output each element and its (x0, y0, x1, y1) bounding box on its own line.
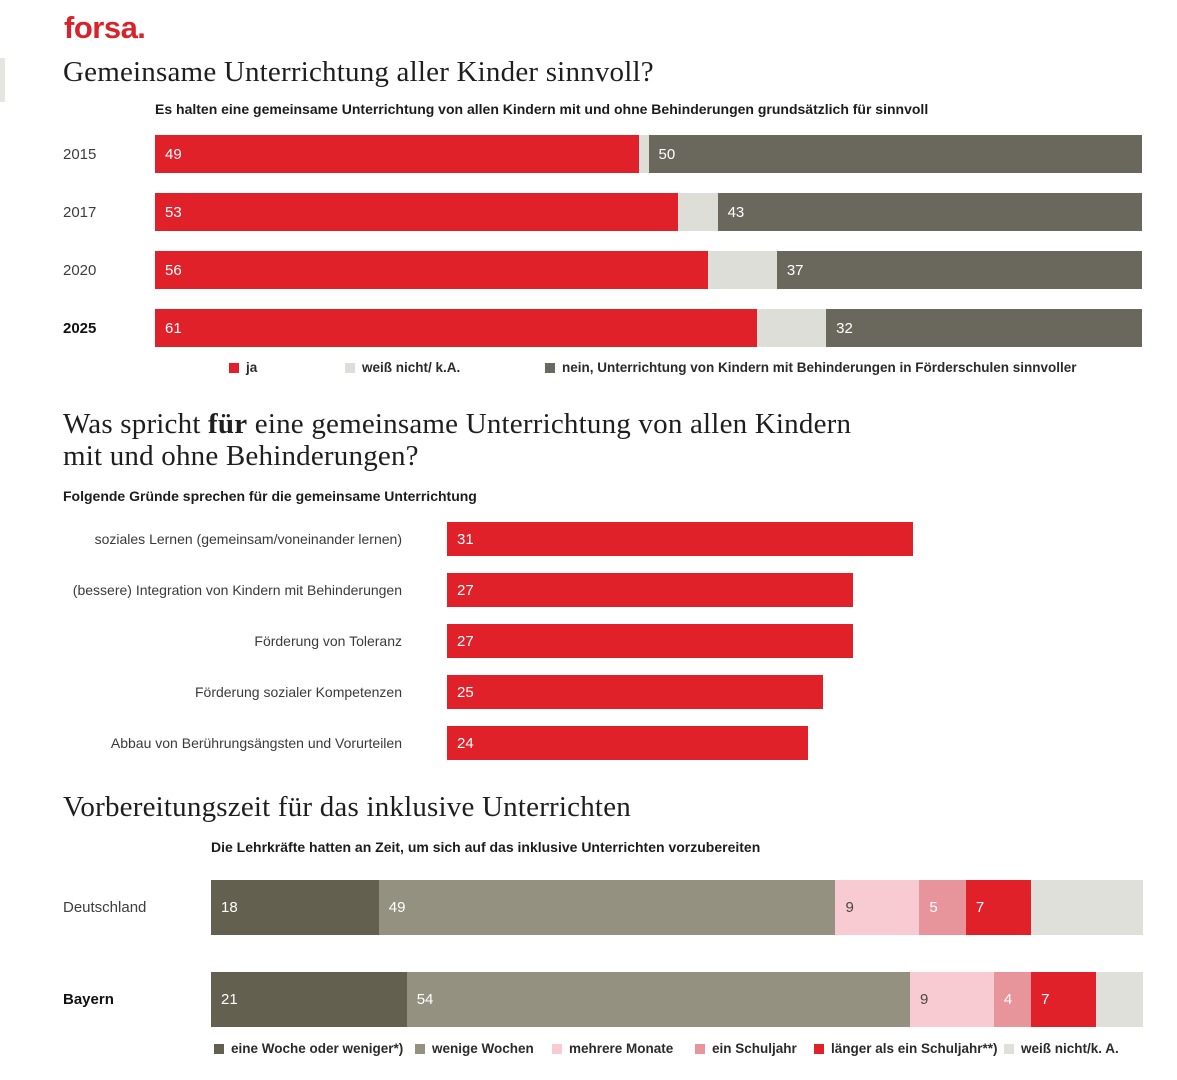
c3-row (63, 880, 1143, 935)
c1-segment-1 (757, 309, 826, 347)
c2-bar (447, 573, 853, 607)
c1-value-label: 49 (165, 145, 182, 163)
c1-category-label: 2017 (63, 203, 97, 221)
section2-title-rest: eine gemeinsame Unterrichtung von allen Kindern (247, 408, 852, 440)
chart3-legend (0, 1041, 1177, 1061)
section1-title: Gemeinsame Unterrichtung aller Kinder sinnvoll? (63, 56, 654, 88)
c1-bar (155, 251, 1142, 289)
c1-segment-2 (718, 193, 1142, 231)
c3-value-label: 7 (1041, 991, 1050, 1008)
c1-segment-0 (155, 193, 678, 231)
section2-title-prefix: Was spricht (63, 408, 209, 440)
legend-item-wenige-wochen (415, 1041, 534, 1056)
c3-value-label: 4 (1003, 991, 1013, 1008)
c3-segment-4 (966, 880, 1031, 935)
c1-category-label: 2025 (63, 319, 97, 337)
legend-swatch-eine-woche (214, 1044, 224, 1054)
c2-value-label: 31 (457, 530, 474, 548)
legend-item-weiss-nicht-3 (1004, 1041, 1119, 1056)
legend-item-laenger (814, 1041, 998, 1056)
c1-value-label: 37 (786, 261, 804, 279)
legend-swatch-wenige-wochen (415, 1044, 425, 1054)
legend-label-mehrere-monate: mehrere Monate (569, 1041, 674, 1056)
c3-row (63, 972, 1143, 1027)
section2-subtitle: Folgende Gründe sprechen für die gemeinsame Unterrichtung (63, 488, 477, 504)
c1-value-label: 56 (165, 261, 182, 279)
legend-swatch-ein-schuljahr (695, 1044, 705, 1054)
legend-item-weiss-nicht (345, 360, 460, 375)
c1-segment-1 (639, 135, 649, 173)
c1-row (63, 135, 1142, 173)
c1-segment-2 (649, 135, 1143, 173)
c1-segment-1 (708, 251, 777, 289)
c3-value-label: 54 (416, 991, 434, 1008)
legend-label-ein-schuljahr: ein Schuljahr (712, 1041, 797, 1056)
c1-segment-0 (155, 309, 757, 347)
c3-category-label: Deutschland (63, 899, 147, 916)
c3-segment-5 (1031, 880, 1143, 935)
c3-segment-3 (994, 972, 1031, 1027)
legend-item-eine-woche (214, 1041, 403, 1056)
c2-row (63, 726, 1173, 760)
legend-label-weiss-nicht-3: weiß nicht/k. A. (1021, 1041, 1119, 1056)
c1-row (63, 193, 1142, 231)
c3-segment-0 (211, 972, 407, 1027)
forsa-logo: forsa. (64, 10, 146, 45)
c1-category-label: 2015 (63, 145, 97, 163)
c2-bar (447, 675, 823, 709)
c2-row (63, 573, 1173, 607)
c1-value-label: 61 (165, 319, 182, 337)
legend-swatch-mehrere-monate (552, 1044, 562, 1054)
c1-segment-0 (155, 135, 639, 173)
legend-item-ein-schuljahr (695, 1041, 797, 1056)
c1-value-label: 50 (658, 145, 676, 163)
c1-segment-0 (155, 251, 708, 289)
c3-segment-3 (919, 880, 966, 935)
c2-bar (447, 522, 913, 556)
c3-bar (211, 880, 1143, 935)
c1-value-label: 32 (836, 319, 853, 337)
c2-value-label: 27 (457, 581, 474, 599)
legend-item-nein (545, 360, 1077, 375)
c2-value-label: 27 (457, 632, 474, 650)
c1-row (63, 251, 1142, 289)
c1-segment-2 (777, 251, 1142, 289)
c2-category-label: soziales Lernen (gemeinsam/voneinander lernen) (94, 530, 402, 547)
section3-subtitle: Die Lehrkräfte hatten an Zeit, um sich auf das inklusive Unterrichten vorzubereiten (211, 839, 761, 855)
c1-bar (155, 309, 1142, 347)
c3-value-label: 5 (929, 899, 938, 916)
c1-value-label: 53 (165, 203, 182, 221)
c3-segment-0 (211, 880, 379, 935)
c2-value-label: 25 (457, 683, 474, 701)
c3-segment-1 (379, 880, 836, 935)
legend-swatch-weiss-nicht (345, 363, 355, 373)
legend-label-weiss-nicht: weiß nicht/ k.A. (362, 360, 461, 375)
c2-category-label: (bessere) Integration von Kindern mit Behinderungen (72, 581, 402, 598)
legend-label-eine-woche: eine Woche oder weniger*) (231, 1041, 404, 1056)
chart3-stacked-bars (63, 880, 1143, 1064)
c3-value-label: 9 (920, 991, 929, 1008)
legend-swatch-laenger (814, 1044, 824, 1054)
legend-item-mehrere-monate (552, 1041, 673, 1056)
c3-value-label: 21 (221, 991, 238, 1008)
legend-swatch-ja (229, 363, 239, 373)
chart1-stacked-bars (63, 135, 1142, 367)
c3-value-label: 7 (975, 899, 985, 916)
c1-value-label: 43 (727, 203, 745, 221)
c2-category-label: Abbau von Berührungsängsten und Vorurteilen (110, 734, 402, 751)
legend-label-laenger: länger als ein Schuljahr**) (831, 1041, 998, 1056)
legend-swatch-weiss-nicht-3 (1004, 1044, 1014, 1054)
section2-title-bold: für (208, 408, 248, 440)
legend-swatch-nein (545, 363, 555, 373)
section3-title: Vorbereitungszeit für das inklusive Unterrichten (63, 791, 631, 823)
c2-row (63, 675, 1173, 709)
c2-value-label: 24 (457, 734, 474, 752)
c3-bar (211, 972, 1143, 1027)
c3-segment-2 (835, 880, 919, 935)
legend-label-ja: ja (246, 360, 258, 375)
c1-segment-1 (678, 193, 717, 231)
c2-category-label: Förderung von Toleranz (254, 632, 402, 649)
legend-item-ja (229, 360, 257, 375)
c1-segment-2 (826, 309, 1142, 347)
c3-segment-5 (1096, 972, 1143, 1027)
c1-category-label: 2020 (63, 261, 97, 279)
c1-bar (155, 193, 1142, 231)
c3-value-label: 9 (845, 899, 854, 916)
section2-title-line2: mit und ohne Behinderungen? (63, 440, 419, 472)
left-edge-artifact (0, 58, 5, 102)
c2-bar (447, 726, 808, 760)
c3-segment-2 (910, 972, 994, 1027)
c2-bar (447, 624, 853, 658)
legend-label-wenige-wochen: wenige Wochen (432, 1041, 534, 1056)
c2-category-label: Förderung sozialer Kompetenzen (194, 683, 402, 700)
c2-row (63, 624, 1173, 658)
c3-category-label: Bayern (63, 991, 114, 1008)
section1-subtitle: Es halten eine gemeinsame Unterrichtung von allen Kindern mit und ohne Behinderungen grundsätzlich für sinnvoll (155, 101, 929, 117)
c3-segment-1 (407, 972, 910, 1027)
c2-row (63, 522, 1173, 556)
c3-value-label: 49 (388, 899, 406, 916)
chart1-legend (0, 360, 1177, 380)
c1-row (63, 309, 1142, 347)
chart2-bars (63, 522, 1173, 777)
c3-value-label: 18 (221, 899, 238, 916)
c1-bar (155, 135, 1142, 173)
section2-title (63, 408, 963, 472)
c3-segment-4 (1031, 972, 1096, 1027)
legend-label-nein: nein, Unterrichtung von Kindern mit Behinderungen in Förderschulen sinnvoller (562, 360, 1077, 375)
